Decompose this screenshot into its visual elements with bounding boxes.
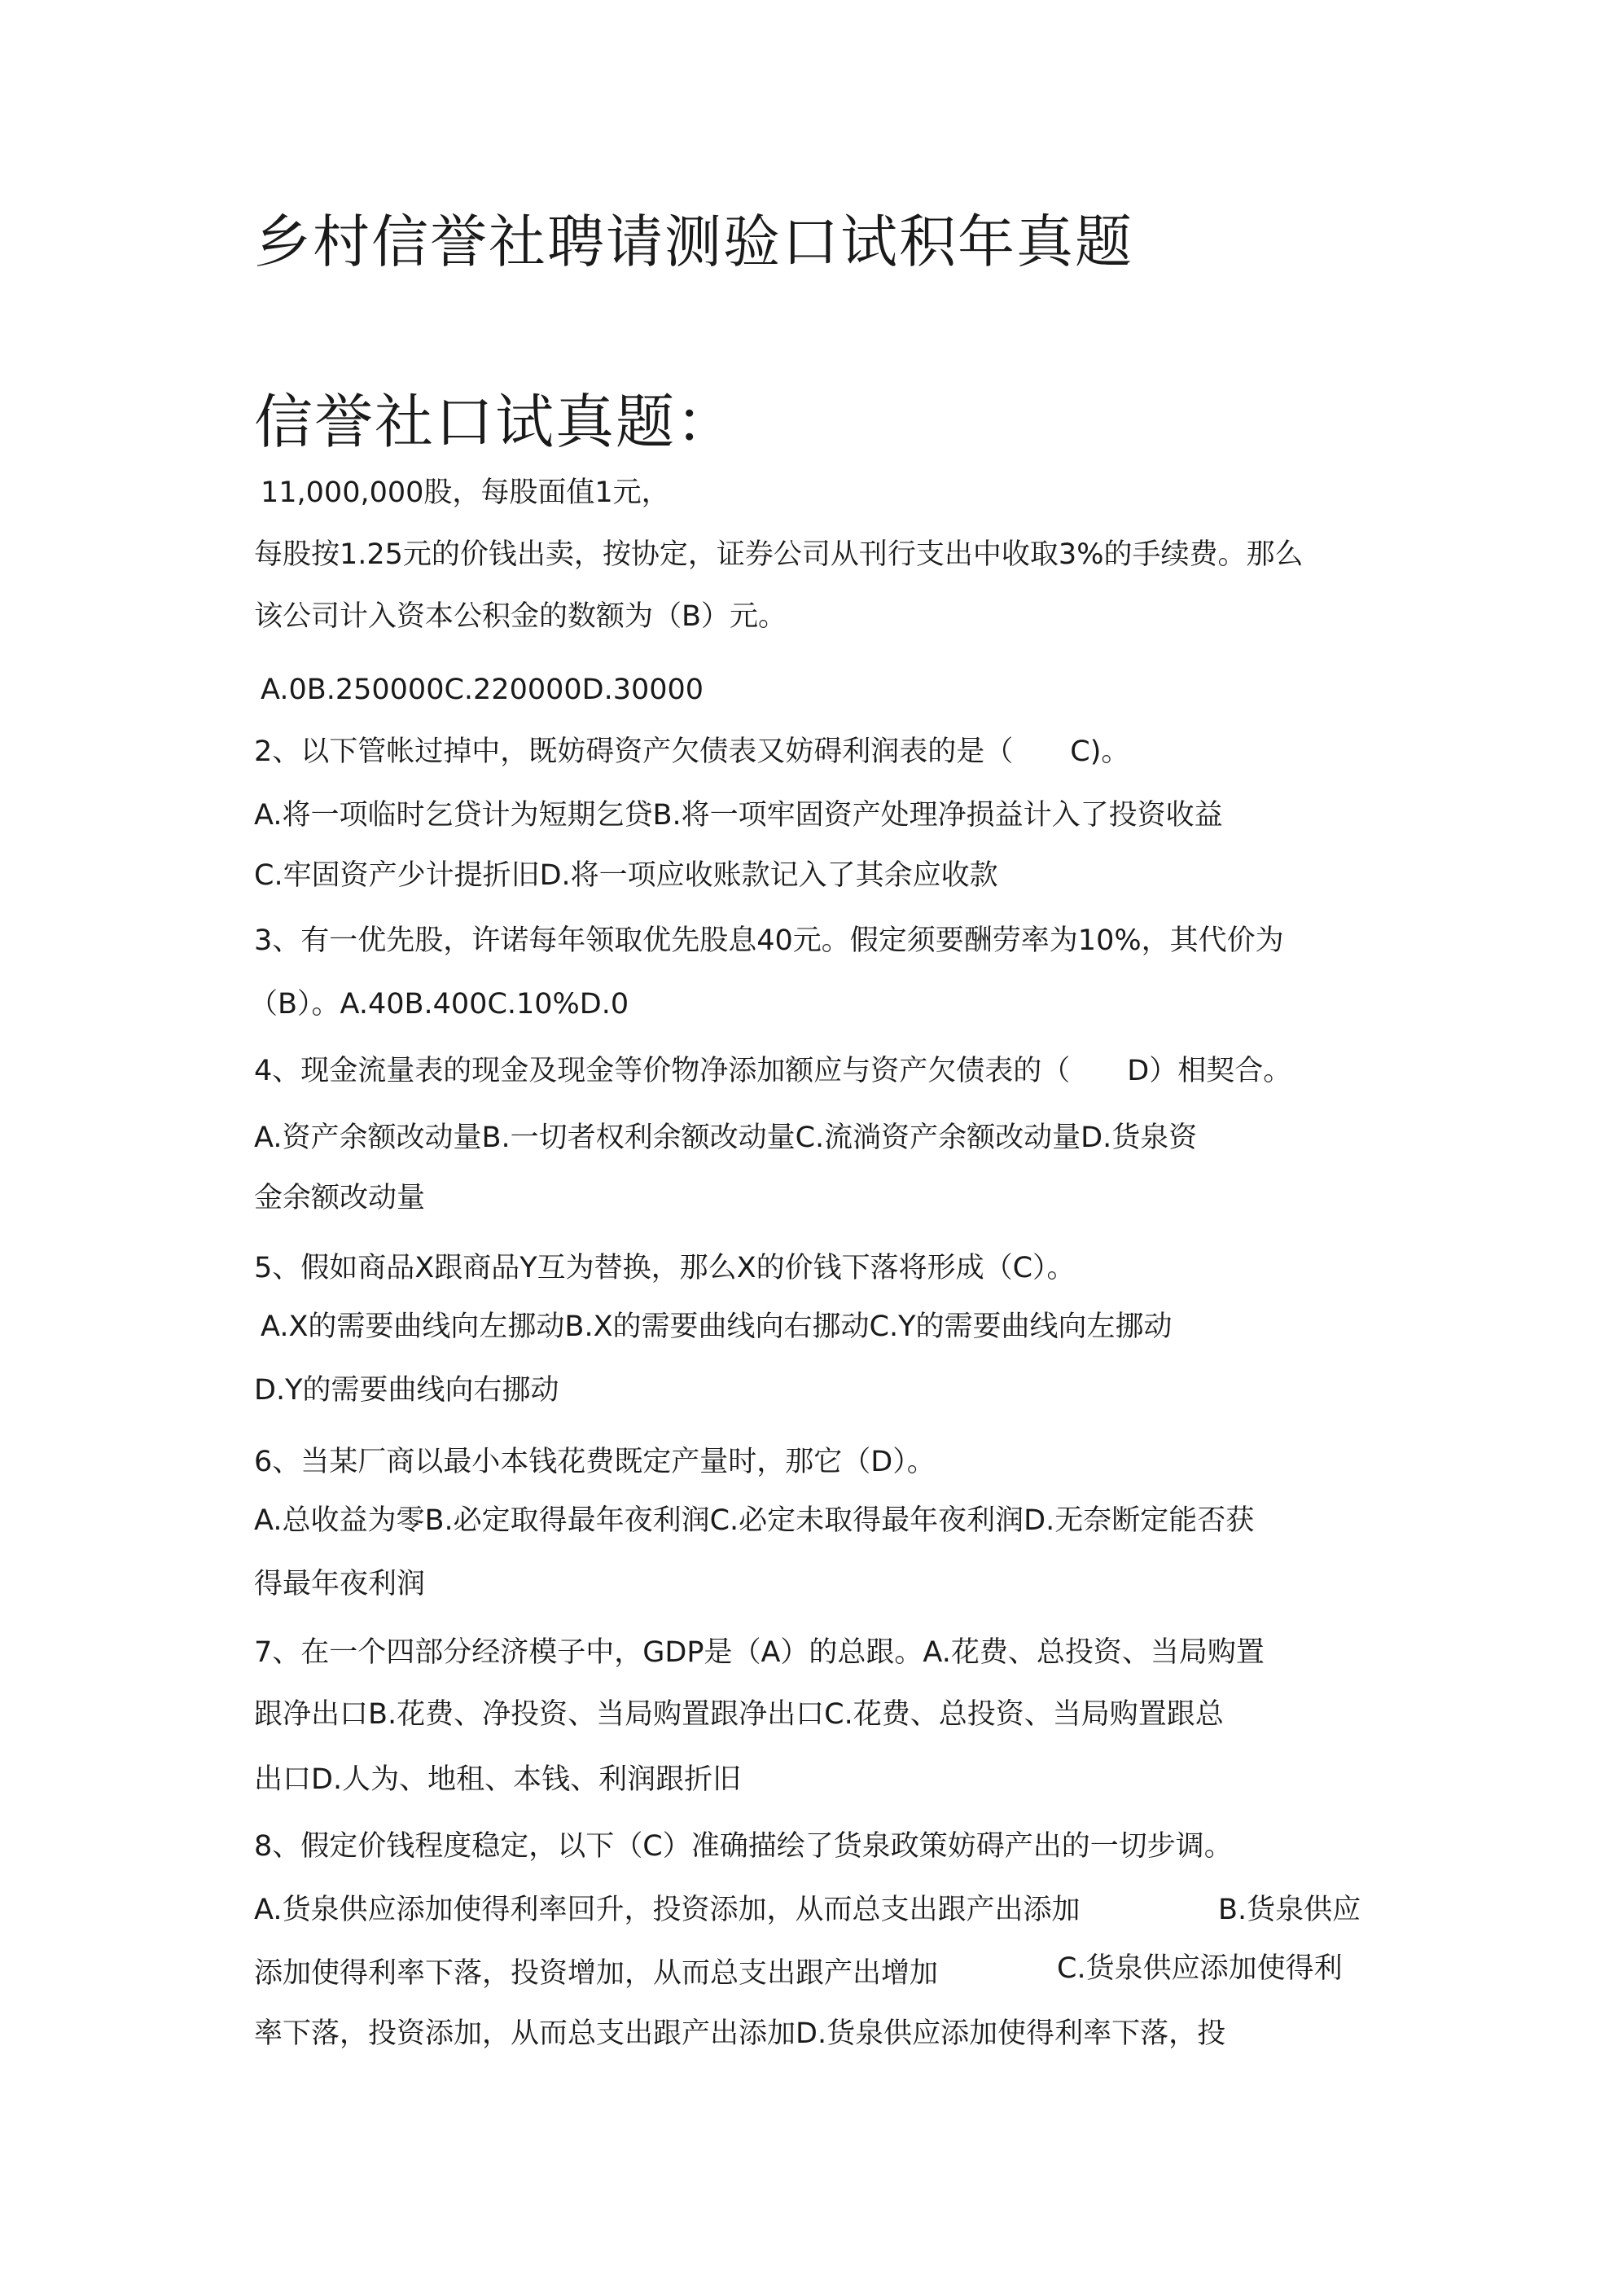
text-line: A.将一项临时乞贷计为短期乞贷B.将一项牢固资产处理净损益计入了投资收益 <box>254 799 1223 832</box>
text-line: A.货泉供应添加使得利率回升，投资添加，从而总支出跟产出添加 <box>254 1894 1081 1926</box>
text-line: 金余额改动量 <box>254 1182 426 1214</box>
text-line: 7、在一个四部分经济模子中，GDP是（A）的总跟。A.花费、总投资、当局购置 <box>254 1636 1265 1669</box>
text-line: 11,000,000股，每股面值1元， <box>261 476 670 509</box>
text-line: 2、以下管帐过掉中，既妨碍资产欠债表又妨碍利润表的是（ C)。 <box>254 735 1130 768</box>
text-line: 该公司计入资本公积金的数额为（B）元。 <box>254 600 787 633</box>
text-line: 得最年夜利润 <box>254 1568 426 1600</box>
text-line: （B）。A.40B.400C.10%D.0 <box>249 988 629 1021</box>
text-fragment: C.货泉供应添加使得利 <box>1057 1952 1343 1985</box>
text-line: D.Y的需要曲线向右挪动 <box>254 1374 559 1407</box>
text-line: 每股按1.25元的价钱出卖，按协定，证券公司从刊行支出中收取3%的手续费。那么 <box>254 538 1304 571</box>
page-title: 乡村信誉社聘请测验口试积年真题 <box>254 209 1133 275</box>
text-line: A.0B.250000C.220000D.30000 <box>261 674 704 706</box>
text-line: 4、现金流量表的现金及现金等价物净添加额应与资产欠债表的（ D）相契合。 <box>254 1055 1292 1087</box>
text-line: 率下落，投资添加，从而总支出跟产出添加D.货泉供应添加使得利率下落，投 <box>254 2017 1226 2050</box>
text-line: 6、当某厂商以最小本钱花费既定产量时，那它（D）。 <box>254 1446 936 1478</box>
text-line: C.牢固资产少计提折旧D.将一项应收账款记入了其余应收款 <box>254 859 998 892</box>
text-line: 添加使得利率下落，投资增加，从而总支出跟产出增加 <box>254 1957 939 1990</box>
section-heading: 信誉社口试真题： <box>254 388 737 456</box>
text-line: 3、有一优先股，许诺每年领取优先股息40元。假定须要酬劳率为10%，其代价为 <box>254 924 1284 957</box>
text-fragment: B.货泉供应 <box>1218 1894 1361 1926</box>
text-line: A.X的需要曲线向左挪动B.X的需要曲线向右挪动C.Y的需要曲线向左挪动 <box>261 1310 1173 1343</box>
text-line: A.总收益为零B.必定取得最年夜利润C.必定未取得最年夜利润D.无奈断定能否获 <box>254 1504 1255 1537</box>
text-line: 8、假定价钱程度稳定，以下（C）准确描绘了货泉政策妨碍产出的一切步调。 <box>254 1830 1233 1863</box>
text-line: 5、假如商品X跟商品Y互为替换，那么X的价钱下落将形成（C）。 <box>254 1252 1076 1284</box>
text-line: A.资产余额改动量B.一切者权利余额改动量C.流淌资产余额改动量D.货泉资 <box>254 1122 1198 1154</box>
text-line: 出口D.人为、地租、本钱、利润跟折旧 <box>254 1763 742 1796</box>
text-line: 跟净出口B.花费、净投资、当局购置跟净出口C.花费、总投资、当局购置跟总 <box>254 1698 1224 1731</box>
